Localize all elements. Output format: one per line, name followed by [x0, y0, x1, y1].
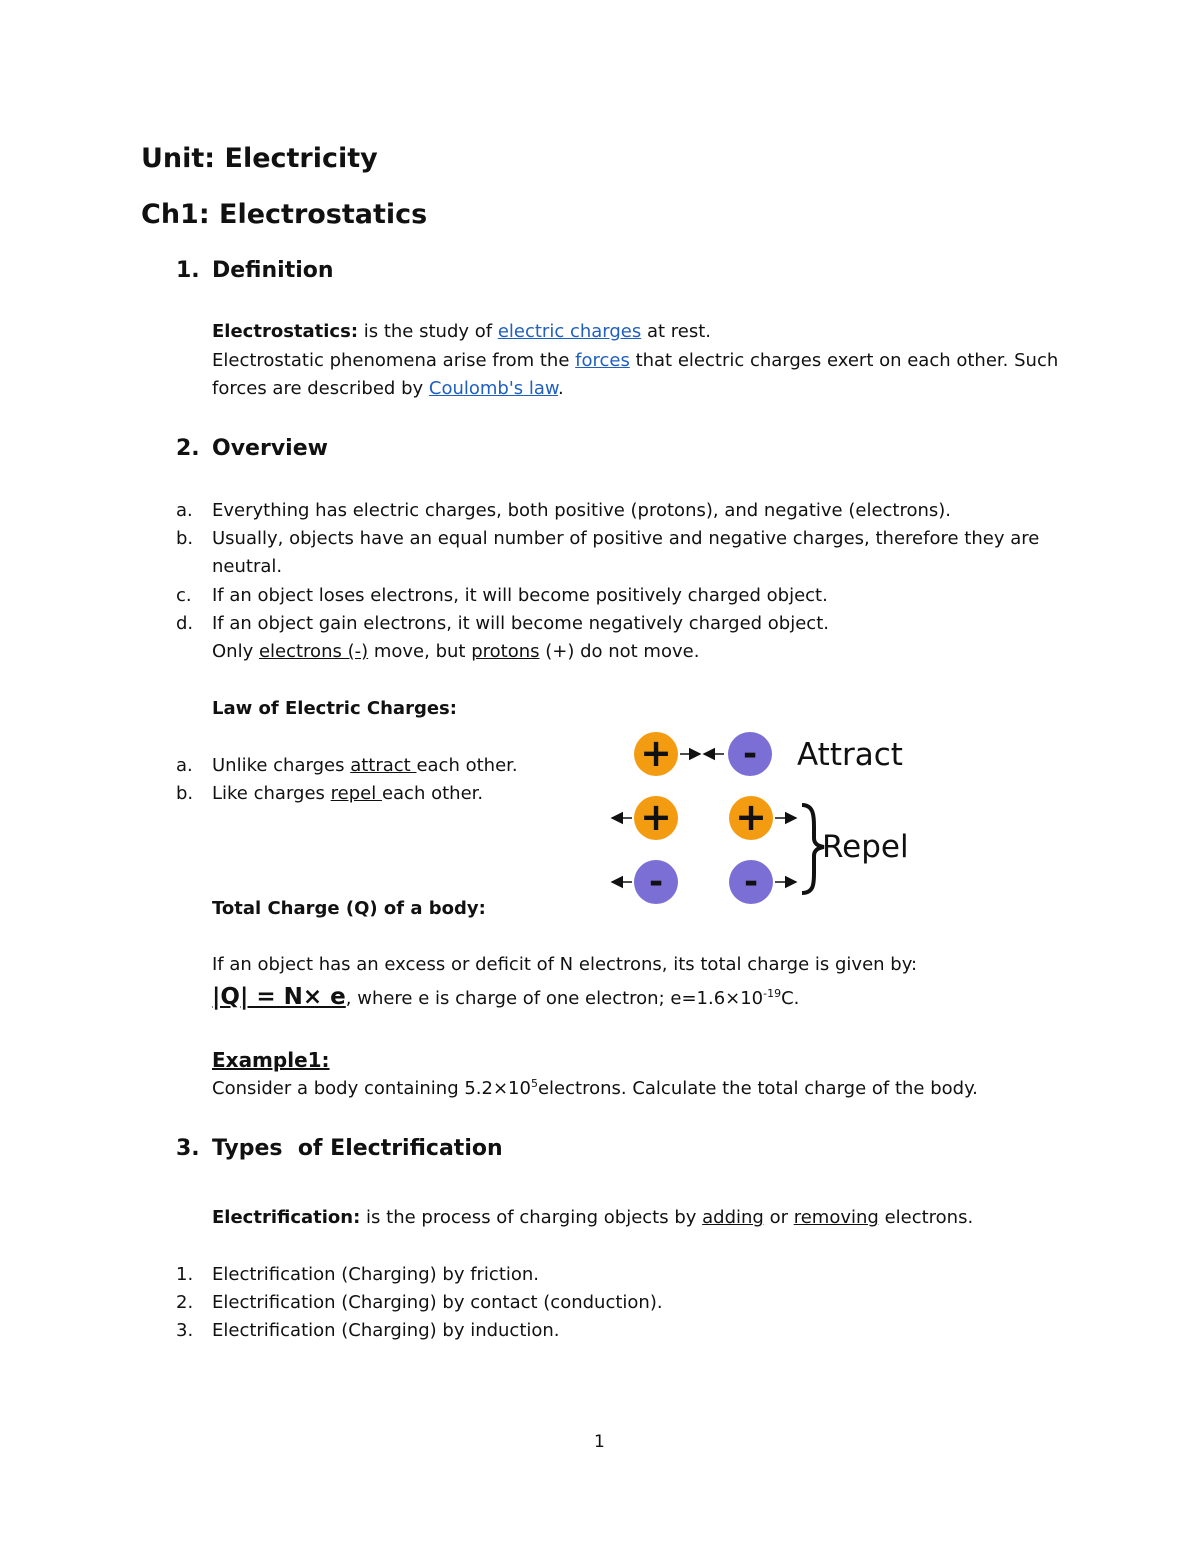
unit-title: Unit: Electricity	[141, 143, 378, 174]
exponent: -19	[763, 987, 782, 1000]
chapter-title: Ch1: Electrostatics	[141, 199, 428, 230]
text: each other.	[381, 783, 484, 804]
repel-label: Repel	[822, 829, 909, 865]
page-number: 1	[594, 1432, 605, 1452]
law-item-repel	[212, 780, 483, 808]
list-marker: d.	[176, 613, 194, 634]
minus-symbol: -	[743, 862, 759, 902]
electric-charges-link[interactable]: electric charges	[497, 321, 642, 342]
list-item-continued: neutral.	[212, 556, 283, 577]
definition-text: is the study of	[358, 321, 498, 342]
definition-text: that electric charges exert on each other. Such	[629, 350, 1059, 371]
removing-term: removing	[793, 1207, 879, 1228]
forces-link[interactable]: forces	[575, 350, 630, 371]
brace-icon	[802, 805, 824, 893]
example-title: Example1:	[212, 1048, 330, 1072]
attract-label: Attract	[797, 737, 903, 773]
minus-symbol: -	[742, 734, 758, 774]
exponent: 5	[530, 1077, 538, 1090]
list-item: Electrification (Charging) by friction.	[212, 1264, 540, 1285]
list-marker: 2.	[176, 1292, 194, 1313]
list-marker: b.	[176, 528, 194, 549]
list-marker: c.	[176, 585, 192, 606]
only-electrons-move-line	[212, 638, 699, 666]
electrification-definition	[212, 1204, 973, 1232]
charge-formula: |Q| = N× e	[212, 984, 346, 1010]
text: is the process of charging objects by	[360, 1207, 703, 1228]
text: Unlike charges	[212, 755, 351, 776]
section-1-number: 1.	[176, 258, 200, 283]
text: Consider a body containing 5.2×10	[212, 1078, 531, 1099]
plus-symbol: +	[640, 795, 672, 839]
plus-symbol: +	[735, 795, 767, 839]
text: C.	[781, 988, 800, 1009]
list-item: If an object loses electrons, it will become positively charged object.	[212, 585, 828, 606]
definition-text: Electrostatic phenomena arise from the	[212, 350, 576, 371]
minus-symbol: -	[648, 862, 664, 902]
text: Only	[212, 641, 259, 662]
plus-symbol: +	[640, 731, 672, 775]
text: Like charges	[212, 783, 331, 804]
list-marker: a.	[176, 500, 193, 521]
definition-text: at rest.	[641, 321, 712, 342]
section-2-title: Overview	[212, 436, 328, 461]
definition-line-3	[212, 375, 564, 403]
attract-term: attract	[350, 755, 417, 776]
charge-interaction-diagram	[600, 725, 920, 910]
section-1-title: Definition	[212, 258, 334, 283]
section-3-title: Types of Electrification	[212, 1136, 503, 1161]
definition-text: forces are described by	[212, 378, 429, 399]
list-marker: b.	[176, 783, 194, 804]
definition-term: Electrostatics:	[212, 321, 359, 342]
text: or	[763, 1207, 794, 1228]
list-marker: 1.	[176, 1264, 194, 1285]
protons-term: protons	[471, 641, 540, 662]
list-marker: 3.	[176, 1320, 194, 1341]
definition-line-2	[212, 347, 1058, 375]
list-item: If an object gain electrons, it will become negatively charged object.	[212, 613, 829, 634]
example-text	[212, 1075, 978, 1103]
law-item-attract	[212, 752, 518, 780]
electrification-term: Electrification:	[212, 1207, 361, 1228]
total-charge-text: If an object has an excess or deficit of N electrons, its total charge is given by:	[212, 954, 918, 975]
law-heading: Law of Electric Charges:	[212, 698, 457, 719]
total-charge-heading: Total Charge (Q) of a body:	[212, 898, 486, 919]
electrons-term: electrons (-)	[258, 641, 369, 662]
text: (+) do not move.	[539, 641, 700, 662]
list-item: Electrification (Charging) by induction.	[212, 1320, 560, 1341]
section-2-number: 2.	[176, 436, 200, 461]
formula-line	[212, 983, 799, 1013]
text: , where e is charge of one electron; e=1.6×10	[345, 988, 764, 1009]
list-item: Usually, objects have an equal number of positive and negative charges, therefore they are	[212, 528, 1040, 549]
text: move, but	[368, 641, 472, 662]
text: electrons. Calculate the total charge of the body.	[537, 1078, 978, 1099]
adding-term: adding	[702, 1207, 764, 1228]
list-marker: a.	[176, 755, 193, 776]
repel-term: repel	[330, 783, 382, 804]
section-3-number: 3.	[176, 1136, 200, 1161]
list-item: Everything has electric charges, both positive (protons), and negative (electrons).	[212, 500, 952, 521]
definition-line-1	[212, 318, 711, 346]
text: electrons.	[878, 1207, 974, 1228]
list-item: Electrification (Charging) by contact (conduction).	[212, 1292, 663, 1313]
coulombs-law-link[interactable]: Coulomb's law	[428, 378, 559, 399]
definition-text: .	[558, 378, 564, 399]
text: each other.	[416, 755, 518, 776]
